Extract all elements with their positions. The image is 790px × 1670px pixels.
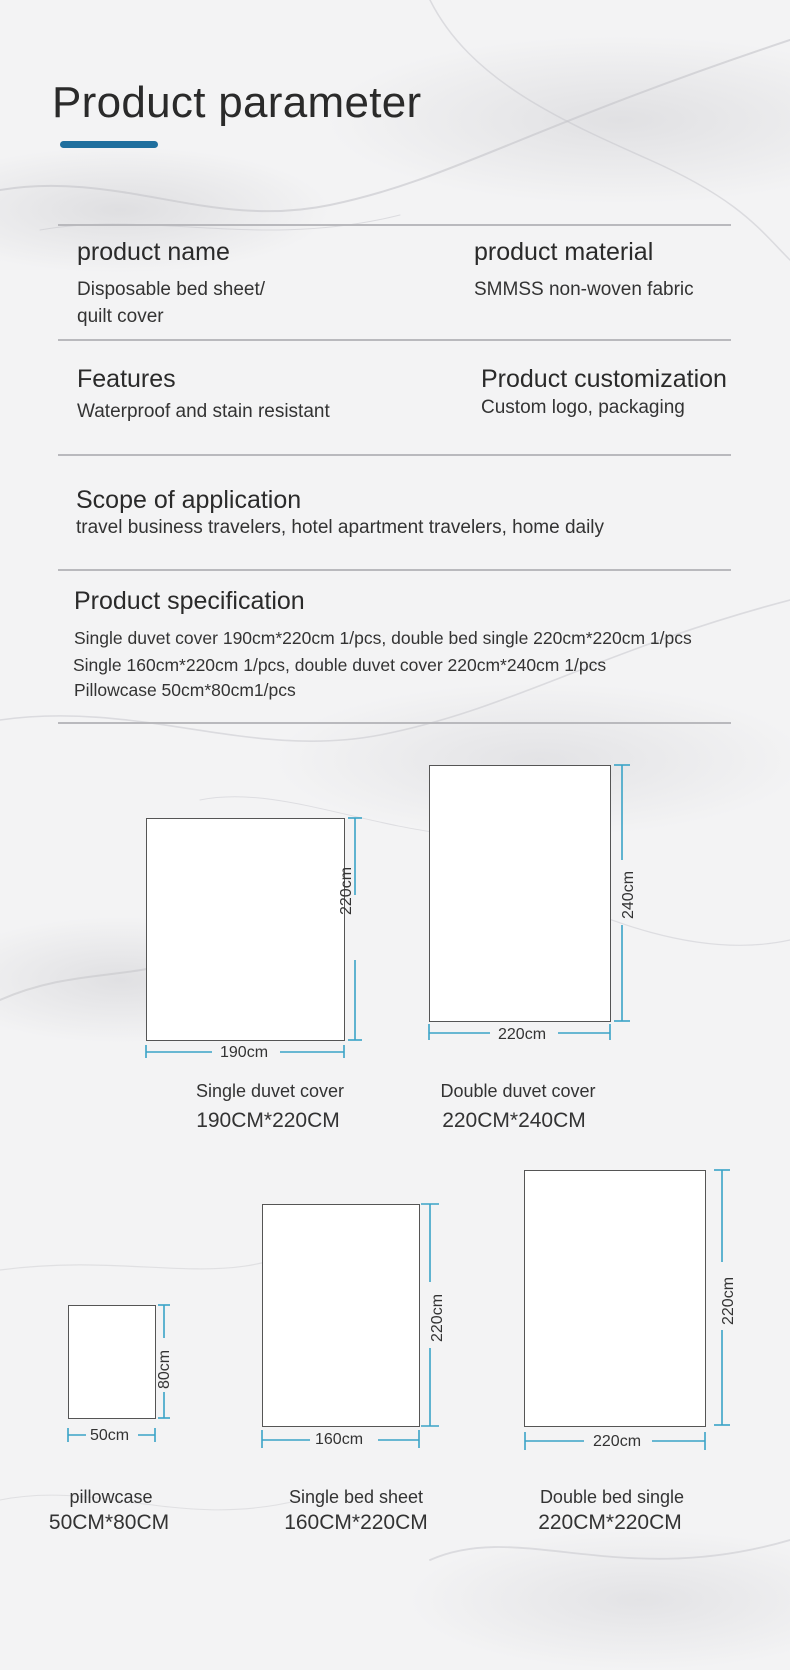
- spec-line: Single 160cm*220cm 1/pcs, double duvet cover 220cm*240cm 1/pcs: [73, 655, 607, 675]
- product-name-label: product name: [77, 238, 230, 266]
- features-value: Waterproof and stain resistant: [77, 401, 330, 422]
- height-label: 220cm: [429, 1293, 446, 1342]
- height-label: 80cm: [156, 1349, 173, 1389]
- size-name: Single duvet cover: [195, 1081, 345, 1101]
- size-dimensions: 220CM*220CM: [538, 1511, 682, 1534]
- height-label: 240cm: [620, 870, 637, 919]
- features-label: Features: [77, 365, 176, 393]
- size-name: Double duvet cover: [440, 1081, 596, 1101]
- height-label: 220cm: [720, 1276, 737, 1325]
- size-dimensions: 50CM*80CM: [48, 1511, 170, 1534]
- double-duvet-cover-diagram: [429, 765, 611, 1022]
- size-name: Single bed sheet: [288, 1487, 424, 1507]
- product-name-line: quilt cover: [77, 306, 164, 327]
- spec-line: Single duvet cover 190cm*220cm 1/pcs, double bed single 220cm*220cm 1/pcs: [74, 628, 692, 648]
- product-name-line: Disposable bed sheet/: [77, 279, 266, 300]
- customization-label: Product customization: [481, 365, 727, 393]
- double-bed-single-diagram: [524, 1170, 706, 1427]
- height-label: 220cm: [338, 866, 355, 915]
- width-label: 190cm: [220, 1044, 269, 1061]
- size-name: Double bed single: [539, 1487, 685, 1507]
- width-label: 220cm: [593, 1433, 642, 1450]
- product-material-value: SMMSS non-woven fabric: [474, 279, 694, 300]
- width-label: 50cm: [90, 1427, 130, 1444]
- width-label: 220cm: [498, 1026, 547, 1043]
- pillowcase-diagram: [68, 1305, 156, 1419]
- size-dimensions: 220CM*240CM: [442, 1109, 586, 1132]
- size-dimensions: 160CM*220CM: [284, 1511, 428, 1534]
- spec-line: Pillowcase 50cm*80cm1/pcs: [74, 680, 296, 700]
- scope-label: Scope of application: [76, 486, 302, 514]
- single-bed-sheet-diagram: [262, 1204, 420, 1427]
- product-material-label: product material: [474, 238, 654, 266]
- width-label: 160cm: [315, 1431, 364, 1448]
- size-dimensions: 190CM*220CM: [196, 1109, 340, 1132]
- scope-value: travel business travelers, hotel apartment travelers, home daily: [76, 517, 605, 538]
- size-name: pillowcase: [69, 1487, 153, 1507]
- page-title: Product parameter: [52, 78, 422, 127]
- spec-label: Product specification: [74, 587, 305, 615]
- customization-value: Custom logo, packaging: [481, 397, 685, 418]
